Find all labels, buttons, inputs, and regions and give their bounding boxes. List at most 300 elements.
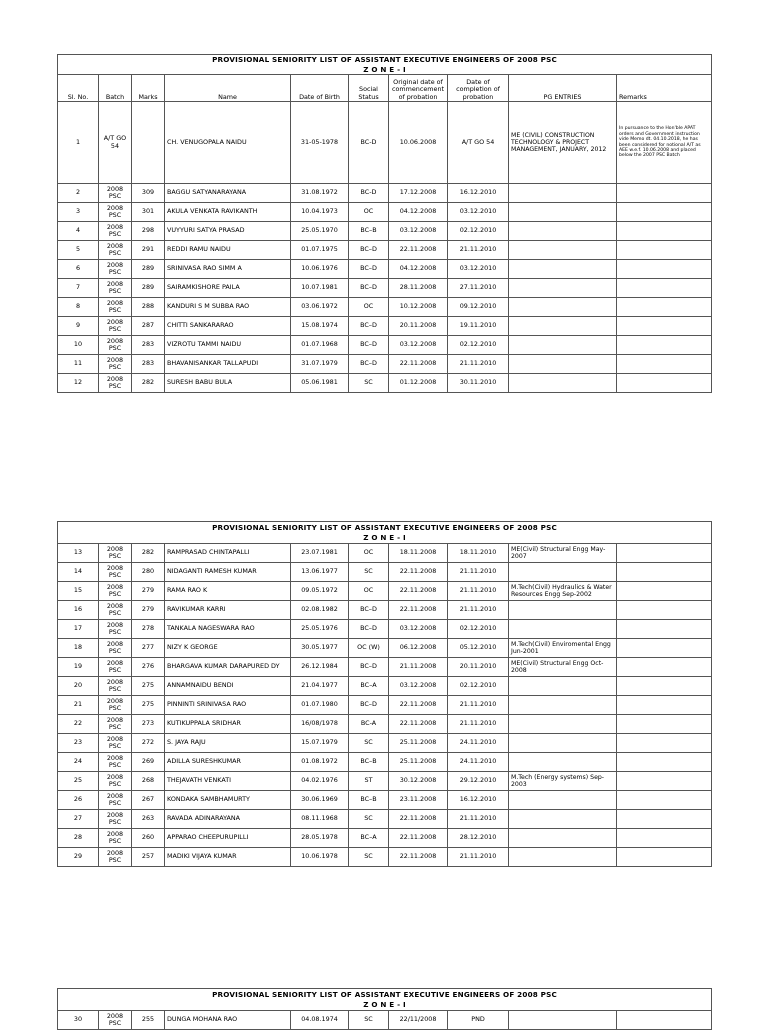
cell-dob: 30.06.1969 (291, 791, 349, 810)
cell-dob: 10.07.1981 (291, 279, 349, 298)
cell-pg (509, 753, 617, 772)
cell-completion: 21.11.2010 (448, 355, 509, 374)
cell-remarks (617, 279, 712, 298)
table-row (58, 355, 712, 374)
cell-sl: 15 (58, 582, 99, 601)
cell-dob: 04.08.1974 (291, 1011, 349, 1030)
cell-sl: 25 (58, 772, 99, 791)
cell-name: PINNINTI SRINIVASA RAO (165, 696, 291, 715)
cell-marks: 273 (132, 715, 165, 734)
cell-remarks (617, 601, 712, 620)
cell-completion: 02.12.2010 (448, 222, 509, 241)
cell-sl: 20 (58, 677, 99, 696)
cell-completion: 02.12.2010 (448, 677, 509, 696)
cell-sl: 5 (58, 241, 99, 260)
cell-marks: 283 (132, 355, 165, 374)
cell-marks: 276 (132, 658, 165, 677)
table-row (58, 734, 712, 753)
cell-sl: 14 (58, 563, 99, 582)
table-row (58, 715, 712, 734)
cell-batch: 2008 PSC (99, 317, 132, 336)
cell-batch: 2008 PSC (99, 829, 132, 848)
cell-name: SRINIVASA RAO SIMM A (165, 260, 291, 279)
cell-dob: 01.07.1980 (291, 696, 349, 715)
cell-status: BC–D (349, 696, 389, 715)
cell-dob: 25.05.1976 (291, 620, 349, 639)
cell-batch: 2008 PSC (99, 355, 132, 374)
cell-remarks (617, 203, 712, 222)
cell-dob: 16/08/1978 (291, 715, 349, 734)
cell-commence: 22.11.2008 (389, 829, 448, 848)
cell-marks: 309 (132, 184, 165, 203)
cell-completion: PND (448, 1011, 509, 1030)
header-commence: Original date of commencement of probation (389, 75, 448, 102)
cell-name: NIDAGANTI RAMESH KUMAR (165, 563, 291, 582)
cell-pg (509, 317, 617, 336)
cell-sl: 3 (58, 203, 99, 222)
cell-name: CHITTI SANKARARAO (165, 317, 291, 336)
cell-remarks: In pursuance to the Hon'ble APAT orders and Government instruction vide Memo dt. 04.10.2018, he has been considered for notional A/T as AEE w.e.f. 10.06.2008 and placed below the 2007 PSC Batch (617, 102, 712, 184)
cell-dob: 09.05.1972 (291, 582, 349, 601)
zone-label: Z O N E - I (58, 533, 712, 544)
table-row (58, 772, 712, 791)
cell-marks: 279 (132, 582, 165, 601)
cell-sl: 22 (58, 715, 99, 734)
table-row (58, 298, 712, 317)
cell-pg (509, 298, 617, 317)
cell-pg (509, 791, 617, 810)
cell-sl: 27 (58, 810, 99, 829)
cell-remarks (617, 639, 712, 658)
header-sl: Sl. No. (58, 75, 99, 102)
cell-remarks (617, 715, 712, 734)
cell-status: SC (349, 563, 389, 582)
table-body-2 (58, 544, 712, 867)
cell-commence: 22.11.2008 (389, 696, 448, 715)
cell-pg (509, 184, 617, 203)
cell-pg: ME(Civil) Structural Engg May-2007 (509, 544, 617, 563)
cell-completion: 05.12.2010 (448, 639, 509, 658)
cell-name: SAIRAMKISHORE PAILA (165, 279, 291, 298)
cell-status: BC–D (349, 241, 389, 260)
cell-marks: 269 (132, 753, 165, 772)
cell-batch: 2008 PSC (99, 260, 132, 279)
cell-commence: 03.12.2008 (389, 620, 448, 639)
table-row (58, 753, 712, 772)
table-row (58, 279, 712, 298)
cell-completion: 28.12.2010 (448, 829, 509, 848)
cell-remarks (617, 677, 712, 696)
cell-name: MADIKI VIJAYA KUMAR (165, 848, 291, 867)
cell-completion: 03.12.2010 (448, 203, 509, 222)
cell-status: BC-A (349, 715, 389, 734)
cell-batch: 2008 PSC (99, 222, 132, 241)
cell-dob: 30.05.1977 (291, 639, 349, 658)
cell-remarks (617, 810, 712, 829)
cell-remarks (617, 829, 712, 848)
cell-completion: 16.12.2010 (448, 184, 509, 203)
cell-name: SURESH BABU BULA (165, 374, 291, 393)
cell-status: BC–B (349, 222, 389, 241)
cell-marks: 282 (132, 544, 165, 563)
cell-commence: 03.12.2008 (389, 336, 448, 355)
cell-pg (509, 848, 617, 867)
cell-dob: 13.06.1977 (291, 563, 349, 582)
cell-batch: 2008 PSC (99, 677, 132, 696)
cell-remarks (617, 260, 712, 279)
cell-name: DUNGA MOHANA RAO (165, 1011, 291, 1030)
cell-name: BHARGAVA KUMAR DARAPURED DY (165, 658, 291, 677)
cell-dob: 25.05.1970 (291, 222, 349, 241)
cell-batch: 2008 PSC (99, 734, 132, 753)
cell-sl: 1 (58, 102, 99, 184)
cell-commence: 10.12.2008 (389, 298, 448, 317)
cell-batch: 2008 PSC (99, 279, 132, 298)
cell-commence: 25.11.2008 (389, 753, 448, 772)
cell-batch: 2008 PSC (99, 563, 132, 582)
header-remarks: Remarks (617, 75, 712, 102)
cell-marks: 288 (132, 298, 165, 317)
cell-batch: 2008 PSC (99, 715, 132, 734)
table-row (58, 601, 712, 620)
table-row (58, 184, 712, 203)
cell-completion: 21.11.2010 (448, 601, 509, 620)
cell-name: ANNAMNAIDU BENDI (165, 677, 291, 696)
table-row (58, 620, 712, 639)
cell-dob: 10.04.1973 (291, 203, 349, 222)
cell-remarks (617, 848, 712, 867)
cell-remarks (617, 753, 712, 772)
cell-status: SC (349, 734, 389, 753)
cell-marks: 289 (132, 279, 165, 298)
cell-dob: 21.04.1977 (291, 677, 349, 696)
cell-sl: 19 (58, 658, 99, 677)
cell-marks: 283 (132, 336, 165, 355)
cell-sl: 11 (58, 355, 99, 374)
cell-pg (509, 279, 617, 298)
cell-pg (509, 829, 617, 848)
cell-sl: 2 (58, 184, 99, 203)
cell-name: VUYYURI SATYA PRASAD (165, 222, 291, 241)
cell-marks: 275 (132, 696, 165, 715)
cell-sl: 26 (58, 791, 99, 810)
cell-remarks (617, 582, 712, 601)
table-title: PROVISIONAL SENIORITY LIST OF ASSISTANT EXECUTIVE ENGINEERS OF 2008 PSC (58, 522, 712, 533)
cell-status: BC–D (349, 620, 389, 639)
cell-remarks (617, 355, 712, 374)
cell-batch: 2008 PSC (99, 620, 132, 639)
cell-batch: 2008 PSC (99, 241, 132, 260)
cell-pg: M.Tech(Civil) Enviromental Engg Jun-2001 (509, 639, 617, 658)
cell-dob: 15.07.1979 (291, 734, 349, 753)
cell-sl: 6 (58, 260, 99, 279)
cell-completion: 21.11.2010 (448, 696, 509, 715)
cell-marks: 272 (132, 734, 165, 753)
cell-dob: 10.06.1978 (291, 848, 349, 867)
cell-batch: 2008 PSC (99, 184, 132, 203)
cell-sl: 24 (58, 753, 99, 772)
cell-status: BC–B (349, 753, 389, 772)
cell-completion: 24.11.2010 (448, 734, 509, 753)
cell-dob: 01.07.1968 (291, 336, 349, 355)
cell-dob: 01.07.1975 (291, 241, 349, 260)
cell-completion: 21.11.2010 (448, 810, 509, 829)
cell-status: ST (349, 772, 389, 791)
cell-commence: 20.11.2008 (389, 317, 448, 336)
cell-dob: 01.08.1972 (291, 753, 349, 772)
header-dob: Date of Birth (291, 75, 349, 102)
cell-completion: 02.12.2010 (448, 620, 509, 639)
cell-commence: 22.11.2008 (389, 848, 448, 867)
cell-dob: 10.06.1976 (291, 260, 349, 279)
cell-remarks (617, 298, 712, 317)
table-row (58, 336, 712, 355)
cell-sl: 8 (58, 298, 99, 317)
cell-pg (509, 601, 617, 620)
cell-commence: 28.11.2008 (389, 279, 448, 298)
table-row (58, 582, 712, 601)
cell-remarks (617, 791, 712, 810)
cell-completion: 24.11.2010 (448, 753, 509, 772)
cell-marks: 282 (132, 374, 165, 393)
table-body-3 (58, 1011, 712, 1030)
cell-marks: 280 (132, 563, 165, 582)
cell-remarks (617, 696, 712, 715)
cell-completion: 19.11.2010 (448, 317, 509, 336)
cell-completion: 09.12.2010 (448, 298, 509, 317)
cell-status: BC-D (349, 184, 389, 203)
cell-commence: 17.12.2008 (389, 184, 448, 203)
cell-completion: 21.11.2010 (448, 241, 509, 260)
cell-sl: 16 (58, 601, 99, 620)
cell-pg (509, 715, 617, 734)
cell-sl: 10 (58, 336, 99, 355)
cell-dob: 31.07.1979 (291, 355, 349, 374)
cell-marks: 289 (132, 260, 165, 279)
table-row (58, 848, 712, 867)
cell-pg: ME(Civil) Structural Engg Oct-2008 (509, 658, 617, 677)
cell-remarks (617, 544, 712, 563)
cell-sl: 9 (58, 317, 99, 336)
cell-marks: 287 (132, 317, 165, 336)
cell-completion: 20.11.2010 (448, 658, 509, 677)
seniority-table-2 (57, 521, 712, 867)
seniority-sheet-1 (57, 54, 711, 393)
table-row (58, 260, 712, 279)
cell-marks: 260 (132, 829, 165, 848)
cell-dob: 08.11.1968 (291, 810, 349, 829)
cell-pg (509, 734, 617, 753)
cell-name: APPARAO CHEEPURUPILLI (165, 829, 291, 848)
header-batch: Batch (99, 75, 132, 102)
cell-status: SC (349, 374, 389, 393)
cell-status: BC–D (349, 279, 389, 298)
cell-status: SC (349, 848, 389, 867)
cell-sl: 29 (58, 848, 99, 867)
table-row (58, 677, 712, 696)
cell-remarks (617, 241, 712, 260)
cell-sl: 28 (58, 829, 99, 848)
cell-batch: 2008 PSC (99, 374, 132, 393)
header-completion: Date of completion of probation (448, 75, 509, 102)
cell-batch: 2008 PSC (99, 601, 132, 620)
table-row (58, 658, 712, 677)
cell-batch: A/T GO 54 (99, 102, 132, 184)
cell-pg (509, 203, 617, 222)
cell-sl: 4 (58, 222, 99, 241)
cell-commence: 10.06.2008 (389, 102, 448, 184)
cell-remarks (617, 658, 712, 677)
cell-name: RAVIKUMAR KARRI (165, 601, 291, 620)
cell-name: AKULA VENKATA RAVIKANTH (165, 203, 291, 222)
cell-sl: 12 (58, 374, 99, 393)
cell-sl: 30 (58, 1011, 99, 1030)
cell-status: BC-D (349, 102, 389, 184)
cell-name: ADILLA SURESHKUMAR (165, 753, 291, 772)
cell-batch: 2008 PSC (99, 772, 132, 791)
table-row (58, 810, 712, 829)
cell-batch: 2008 PSC (99, 203, 132, 222)
cell-sl: 23 (58, 734, 99, 753)
cell-status: OC (349, 582, 389, 601)
seniority-table-1 (57, 54, 712, 393)
cell-completion: A/T GO 54 (448, 102, 509, 184)
cell-name: KONDAKA SAMBHAMURTY (165, 791, 291, 810)
cell-marks: 263 (132, 810, 165, 829)
cell-commence: 30.12.2008 (389, 772, 448, 791)
cell-marks (132, 102, 165, 184)
cell-pg (509, 260, 617, 279)
cell-marks: 279 (132, 601, 165, 620)
cell-pg (509, 696, 617, 715)
cell-batch: 2008 PSC (99, 696, 132, 715)
cell-batch: 2008 PSC (99, 544, 132, 563)
cell-sl: 18 (58, 639, 99, 658)
seniority-sheet-2 (57, 521, 711, 867)
cell-name: BAGGU SATYANARAYANA (165, 184, 291, 203)
cell-name: THEJAVATH VENKATI (165, 772, 291, 791)
cell-sl: 13 (58, 544, 99, 563)
cell-remarks (617, 563, 712, 582)
cell-pg (509, 355, 617, 374)
table-row (58, 639, 712, 658)
header-status: Social Status (349, 75, 389, 102)
cell-status: BC–A (349, 829, 389, 848)
table-row (58, 241, 712, 260)
cell-status: OC (349, 203, 389, 222)
cell-sl: 7 (58, 279, 99, 298)
cell-commence: 22.11.2008 (389, 563, 448, 582)
cell-batch: 2008 PSC (99, 810, 132, 829)
header-name: Name (165, 75, 291, 102)
cell-commence: 25.11.2008 (389, 734, 448, 753)
cell-commence: 04.12.2008 (389, 203, 448, 222)
cell-batch: 2008 PSC (99, 848, 132, 867)
cell-sl: 17 (58, 620, 99, 639)
table-row (58, 317, 712, 336)
cell-dob: 03.06.1972 (291, 298, 349, 317)
cell-name: KANDURI S M SUBBA RAO (165, 298, 291, 317)
cell-name: RAVADA ADINARAYANA (165, 810, 291, 829)
cell-dob: 31-05-1978 (291, 102, 349, 184)
cell-completion: 02.12.2010 (448, 336, 509, 355)
cell-name: BHAVANISANKAR TALLAPUDI (165, 355, 291, 374)
cell-completion: 21.11.2010 (448, 563, 509, 582)
table-title: PROVISIONAL SENIORITY LIST OF ASSISTANT EXECUTIVE ENGINEERS OF 2008 PSC (58, 55, 712, 65)
cell-marks: 275 (132, 677, 165, 696)
cell-name: S. JAYA RAJU (165, 734, 291, 753)
cell-remarks (617, 184, 712, 203)
cell-commence: 23.11.2008 (389, 791, 448, 810)
cell-commence: 01.12.2008 (389, 374, 448, 393)
cell-commence: 22.11.2008 (389, 601, 448, 620)
cell-batch: 2008 PSC (99, 658, 132, 677)
cell-dob: 15.08.1974 (291, 317, 349, 336)
cell-pg: M.Tech(Civil) Hydraulics & Water Resources Engg Sep-2002 (509, 582, 617, 601)
cell-status: BC–D (349, 601, 389, 620)
zone-label: Z O N E - I (58, 1000, 712, 1011)
cell-commence: 22.11.2008 (389, 810, 448, 829)
cell-status: SC (349, 810, 389, 829)
cell-remarks (617, 620, 712, 639)
cell-dob: 04.02.1976 (291, 772, 349, 791)
cell-name: RAMA RAO K (165, 582, 291, 601)
cell-dob: 23.07.1981 (291, 544, 349, 563)
cell-pg: M.Tech (Energy systems) Sep-2003 (509, 772, 617, 791)
table-title: PROVISIONAL SENIORITY LIST OF ASSISTANT EXECUTIVE ENGINEERS OF 2008 PSC (58, 989, 712, 1000)
cell-completion: 27.11.2010 (448, 279, 509, 298)
cell-name: TANKALA NAGESWARA RAO (165, 620, 291, 639)
cell-batch: 2008 PSC (99, 298, 132, 317)
cell-status: OC (W) (349, 639, 389, 658)
cell-dob: 05.06.1981 (291, 374, 349, 393)
cell-name: NIZY K GEORGE (165, 639, 291, 658)
cell-status: BC–D (349, 355, 389, 374)
cell-batch: 2008 PSC (99, 791, 132, 810)
cell-dob: 26.12.1984 (291, 658, 349, 677)
cell-completion: 03.12.2010 (448, 260, 509, 279)
cell-remarks (617, 317, 712, 336)
cell-commence: 22.11.2008 (389, 582, 448, 601)
cell-pg (509, 241, 617, 260)
cell-batch: 2008 PSC (99, 639, 132, 658)
cell-sl: 21 (58, 696, 99, 715)
table-body-1 (58, 102, 712, 393)
header-marks: Marks (132, 75, 165, 102)
table-row (58, 203, 712, 222)
cell-name: REDDI RAMU NAIDU (165, 241, 291, 260)
table-row (58, 791, 712, 810)
cell-status: BC–A (349, 677, 389, 696)
cell-marks: 268 (132, 772, 165, 791)
cell-completion: 29.12.2010 (448, 772, 509, 791)
cell-name: CH. VENUGOPALA NAIDU (165, 102, 291, 184)
cell-pg (509, 336, 617, 355)
cell-name: KUTIKUPPALA SRIDHAR (165, 715, 291, 734)
cell-completion: 21.11.2010 (448, 715, 509, 734)
cell-remarks (617, 734, 712, 753)
cell-remarks (617, 374, 712, 393)
table-row (58, 829, 712, 848)
cell-remarks (617, 222, 712, 241)
cell-remarks (617, 1011, 712, 1030)
table-row (58, 696, 712, 715)
table-row (58, 102, 712, 184)
cell-name: RAMPRASAD CHINTAPALLI (165, 544, 291, 563)
cell-batch: 2008 PSC (99, 582, 132, 601)
cell-commence: 22.11.2008 (389, 715, 448, 734)
cell-status: BC–D (349, 317, 389, 336)
